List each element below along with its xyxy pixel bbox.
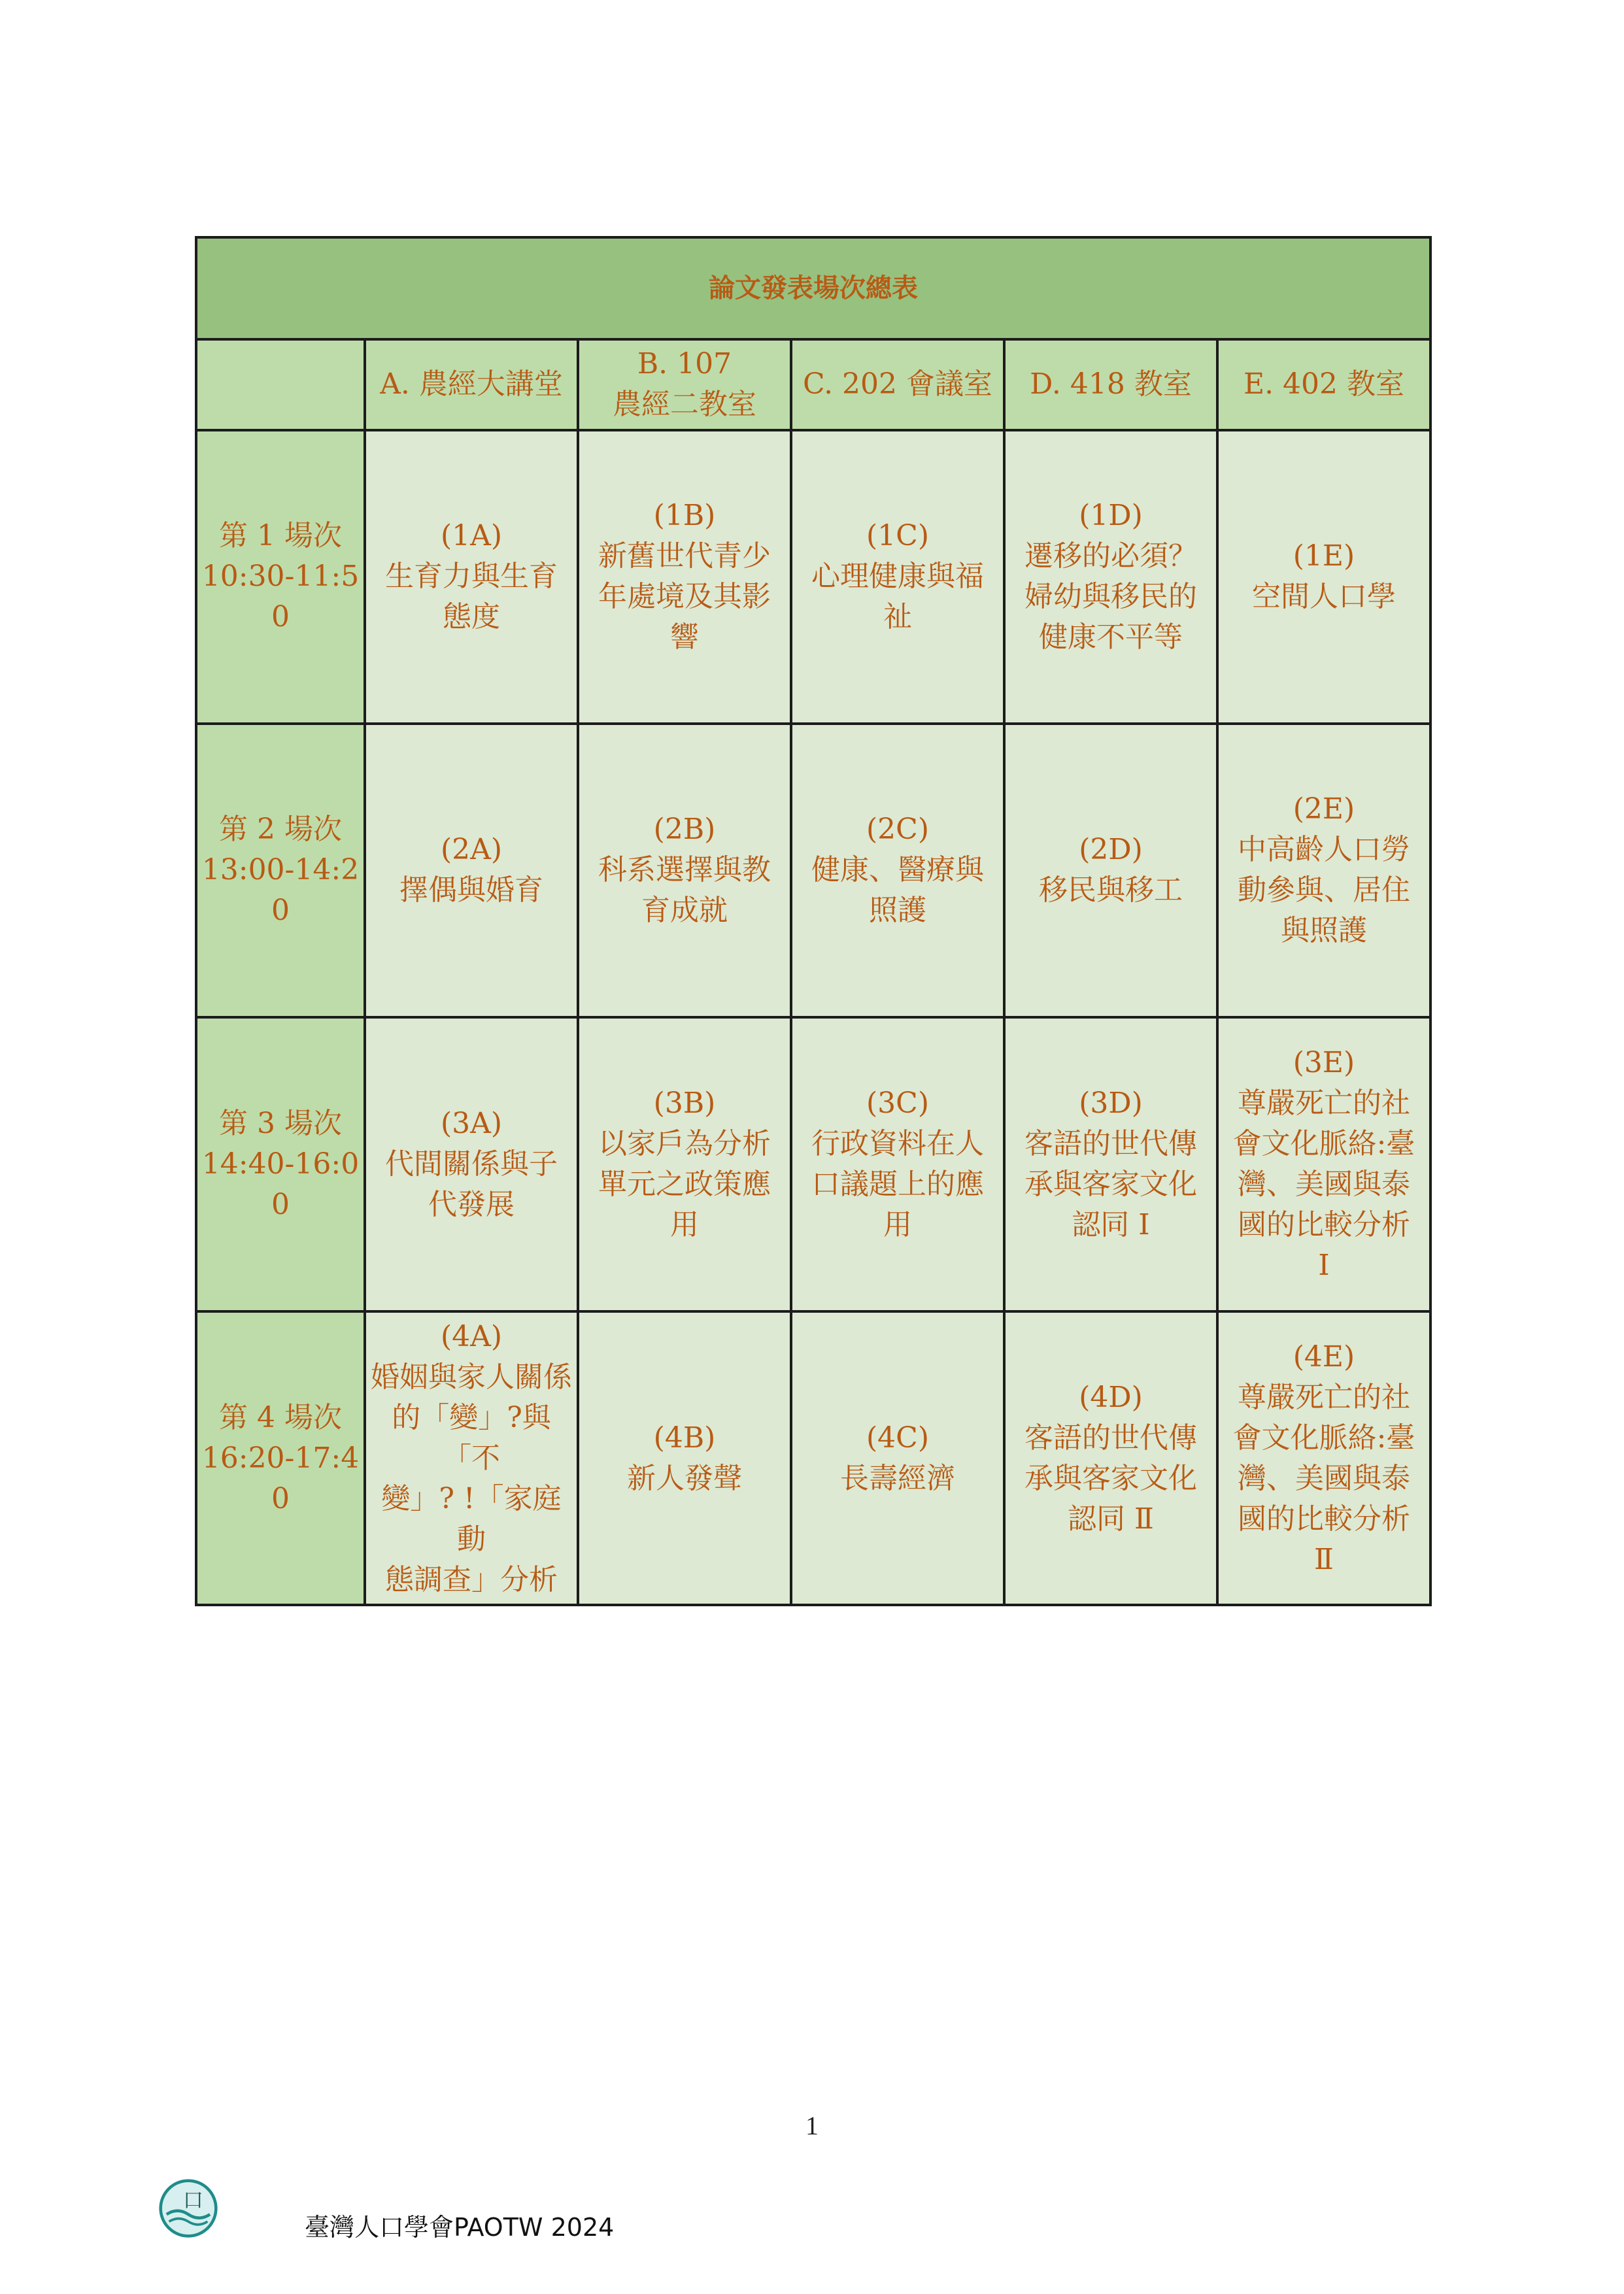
session-topic-line: 態度 xyxy=(443,600,500,634)
session-cell xyxy=(1004,1311,1217,1605)
session-topic-line: 態調查」分析 xyxy=(385,1562,558,1596)
session-code: (4E) xyxy=(1293,1340,1355,1374)
room-header-line: E. 402 教室 xyxy=(1243,367,1405,401)
session-cell xyxy=(1217,430,1430,724)
header-corner-cell xyxy=(196,339,365,430)
room-header-b xyxy=(578,339,791,430)
session-topic-line: 空間人口學 xyxy=(1252,580,1396,614)
session-label-cell xyxy=(196,1017,365,1312)
session-topic-line: 年處境及其影 xyxy=(598,580,771,614)
session-topic-line: 用 xyxy=(670,1207,699,1241)
session-cell xyxy=(791,724,1004,1017)
session-topic-line: 代發展 xyxy=(428,1187,515,1221)
session-cell xyxy=(791,1017,1004,1312)
session-topic-line: 國的比較分析 xyxy=(1238,1207,1410,1241)
session-topic-line: 會文化脈絡:臺 xyxy=(1232,1126,1415,1160)
session-code: (2B) xyxy=(653,813,716,847)
room-header-c xyxy=(791,339,1004,430)
session-topic-line: 認同 Ⅱ xyxy=(1068,1502,1154,1536)
session-code: (2A) xyxy=(440,833,503,867)
session-topic-line: 長壽經濟 xyxy=(840,1461,955,1495)
session-topic-line: 婚姻與家人關係 xyxy=(371,1360,572,1394)
session-code: (3E) xyxy=(1293,1045,1355,1079)
session-cell xyxy=(791,430,1004,724)
session-code: (3D) xyxy=(1079,1086,1143,1120)
session-row xyxy=(196,1017,1430,1312)
session-topic-line: 灣、美國與泰 xyxy=(1238,1461,1410,1495)
session-cell xyxy=(791,1311,1004,1605)
session-cell xyxy=(1004,430,1217,724)
session-label: 第 1 場次 xyxy=(219,519,342,553)
session-topic-line: 祉 xyxy=(883,600,912,634)
session-cell xyxy=(365,1311,578,1605)
page-number: 1 xyxy=(805,2111,819,2140)
session-cell xyxy=(578,724,791,1017)
session-cell xyxy=(365,430,578,724)
session-topic-line: 尊嚴死亡的社 xyxy=(1238,1380,1410,1414)
session-code: (3B) xyxy=(653,1086,716,1120)
session-label: 第 4 場次 xyxy=(219,1400,342,1434)
session-topic-line: 與照護 xyxy=(1281,914,1367,948)
session-topic-line: 承與客家文化 xyxy=(1024,1167,1197,1201)
session-topic-line: 照護 xyxy=(869,894,926,928)
session-code: (1C) xyxy=(866,519,929,553)
session-label-cell xyxy=(196,430,365,724)
session-cell xyxy=(578,1017,791,1312)
session-code: (2D) xyxy=(1079,833,1143,867)
session-schedule-table xyxy=(195,236,1432,1606)
session-cell xyxy=(1004,1017,1217,1312)
session-row xyxy=(196,724,1430,1017)
session-cell xyxy=(1217,1311,1430,1605)
session-code: (4A) xyxy=(440,1319,503,1353)
session-topic-line: 婦幼與移民的 xyxy=(1024,580,1197,614)
session-code: (4B) xyxy=(653,1421,716,1455)
session-topic-line: 代間關係與子 xyxy=(385,1147,558,1181)
room-header-line: C. 202 會議室 xyxy=(802,367,993,401)
session-topic-line: 動參與、居住 xyxy=(1238,873,1410,907)
session-code: (4D) xyxy=(1079,1380,1143,1414)
session-cell xyxy=(578,1311,791,1605)
session-topic-line: 灣、美國與泰 xyxy=(1238,1167,1410,1201)
room-header-d xyxy=(1004,339,1217,430)
session-topic-line: 響 xyxy=(670,620,699,654)
logo-glyph: 口 xyxy=(182,2189,204,2213)
room-header-line: B. 107 xyxy=(637,347,732,381)
session-topic-line: 健康不平等 xyxy=(1039,620,1183,654)
session-topic-line: 中高齡人口勞 xyxy=(1238,833,1410,867)
session-topic-line: 新人發聲 xyxy=(627,1461,742,1495)
session-code: (1B) xyxy=(653,499,716,533)
session-topic-line: 承與客家文化 xyxy=(1024,1461,1197,1495)
session-topic-line: 口議題上的應 xyxy=(811,1167,984,1201)
footer-text: 臺灣人口學會PAOTW 2024 xyxy=(305,2212,615,2242)
session-code: (1D) xyxy=(1079,499,1143,533)
session-topic-line: 國的比較分析 xyxy=(1238,1502,1410,1536)
session-topic-line: Ⅰ xyxy=(1318,1248,1330,1282)
session-label-cell xyxy=(196,1311,365,1605)
session-cell xyxy=(578,430,791,724)
session-topic-line: 健康、醫療與 xyxy=(811,853,984,887)
session-topic-line: 客語的世代傳 xyxy=(1024,1126,1197,1160)
session-time: 10:30-11:50 xyxy=(201,560,360,634)
session-cell xyxy=(1004,724,1217,1017)
session-topic-line: 會文化脈絡:臺 xyxy=(1232,1421,1415,1455)
room-header-line: 農經二教室 xyxy=(613,388,756,422)
room-header-row xyxy=(196,339,1430,430)
session-cell xyxy=(1217,724,1430,1017)
session-code: (2E) xyxy=(1293,792,1355,826)
session-topic-line: 遷移的必須？ xyxy=(1024,539,1197,573)
table-title: 論文發表場次總表 xyxy=(196,237,1430,339)
session-row xyxy=(196,1311,1430,1605)
session-time: 13:00-14:20 xyxy=(201,853,360,928)
session-row xyxy=(196,430,1430,724)
session-code: (1E) xyxy=(1293,539,1355,573)
session-topic-line: 心理健康與福 xyxy=(811,560,984,594)
session-cell xyxy=(365,1017,578,1312)
session-code: (3A) xyxy=(440,1106,503,1140)
session-topic-line: 擇偶與婚育 xyxy=(399,873,543,907)
session-time: 16:20-17:40 xyxy=(201,1441,360,1515)
session-cell xyxy=(365,724,578,1017)
population-society-logo-icon xyxy=(158,2178,218,2238)
session-topic-line: 的「變」?與「不 xyxy=(392,1400,551,1475)
session-topic-line: 移民與移工 xyxy=(1039,873,1183,907)
session-topic-line: 單元之政策應 xyxy=(598,1167,771,1201)
session-topic-line: 變」? !「家庭動 xyxy=(381,1481,562,1556)
room-header-a xyxy=(365,339,578,430)
room-header-e xyxy=(1217,339,1430,430)
room-header-line: D. 418 教室 xyxy=(1030,367,1192,401)
session-topic-line: 尊嚴死亡的社 xyxy=(1238,1086,1410,1120)
session-topic-line: 生育力與生育 xyxy=(385,560,558,594)
session-topic-line: 以家戶為分析 xyxy=(598,1126,771,1160)
session-cell xyxy=(1217,1017,1430,1312)
session-topic-line: 行政資料在人 xyxy=(811,1126,984,1160)
session-topic-line: 認同 Ⅰ xyxy=(1072,1207,1150,1241)
session-label: 第 2 場次 xyxy=(219,813,342,847)
session-topic-line: 用 xyxy=(883,1207,912,1241)
footer xyxy=(158,2176,614,2241)
session-code: (3C) xyxy=(866,1086,929,1120)
session-label-cell xyxy=(196,724,365,1017)
session-topic-line: 客語的世代傳 xyxy=(1024,1421,1197,1455)
session-code: (2C) xyxy=(866,813,929,847)
room-header-line: A. 農經大講堂 xyxy=(380,367,563,401)
session-label: 第 3 場次 xyxy=(219,1106,342,1140)
session-time: 14:40-16:00 xyxy=(201,1147,360,1221)
session-topic-line: Ⅱ xyxy=(1314,1542,1334,1576)
session-code: (1A) xyxy=(440,519,503,553)
session-code: (4C) xyxy=(866,1421,929,1455)
session-topic-line: 育成就 xyxy=(641,894,728,928)
session-topic-line: 科系選擇與教 xyxy=(598,853,771,887)
session-topic-line: 新舊世代青少 xyxy=(598,539,771,573)
